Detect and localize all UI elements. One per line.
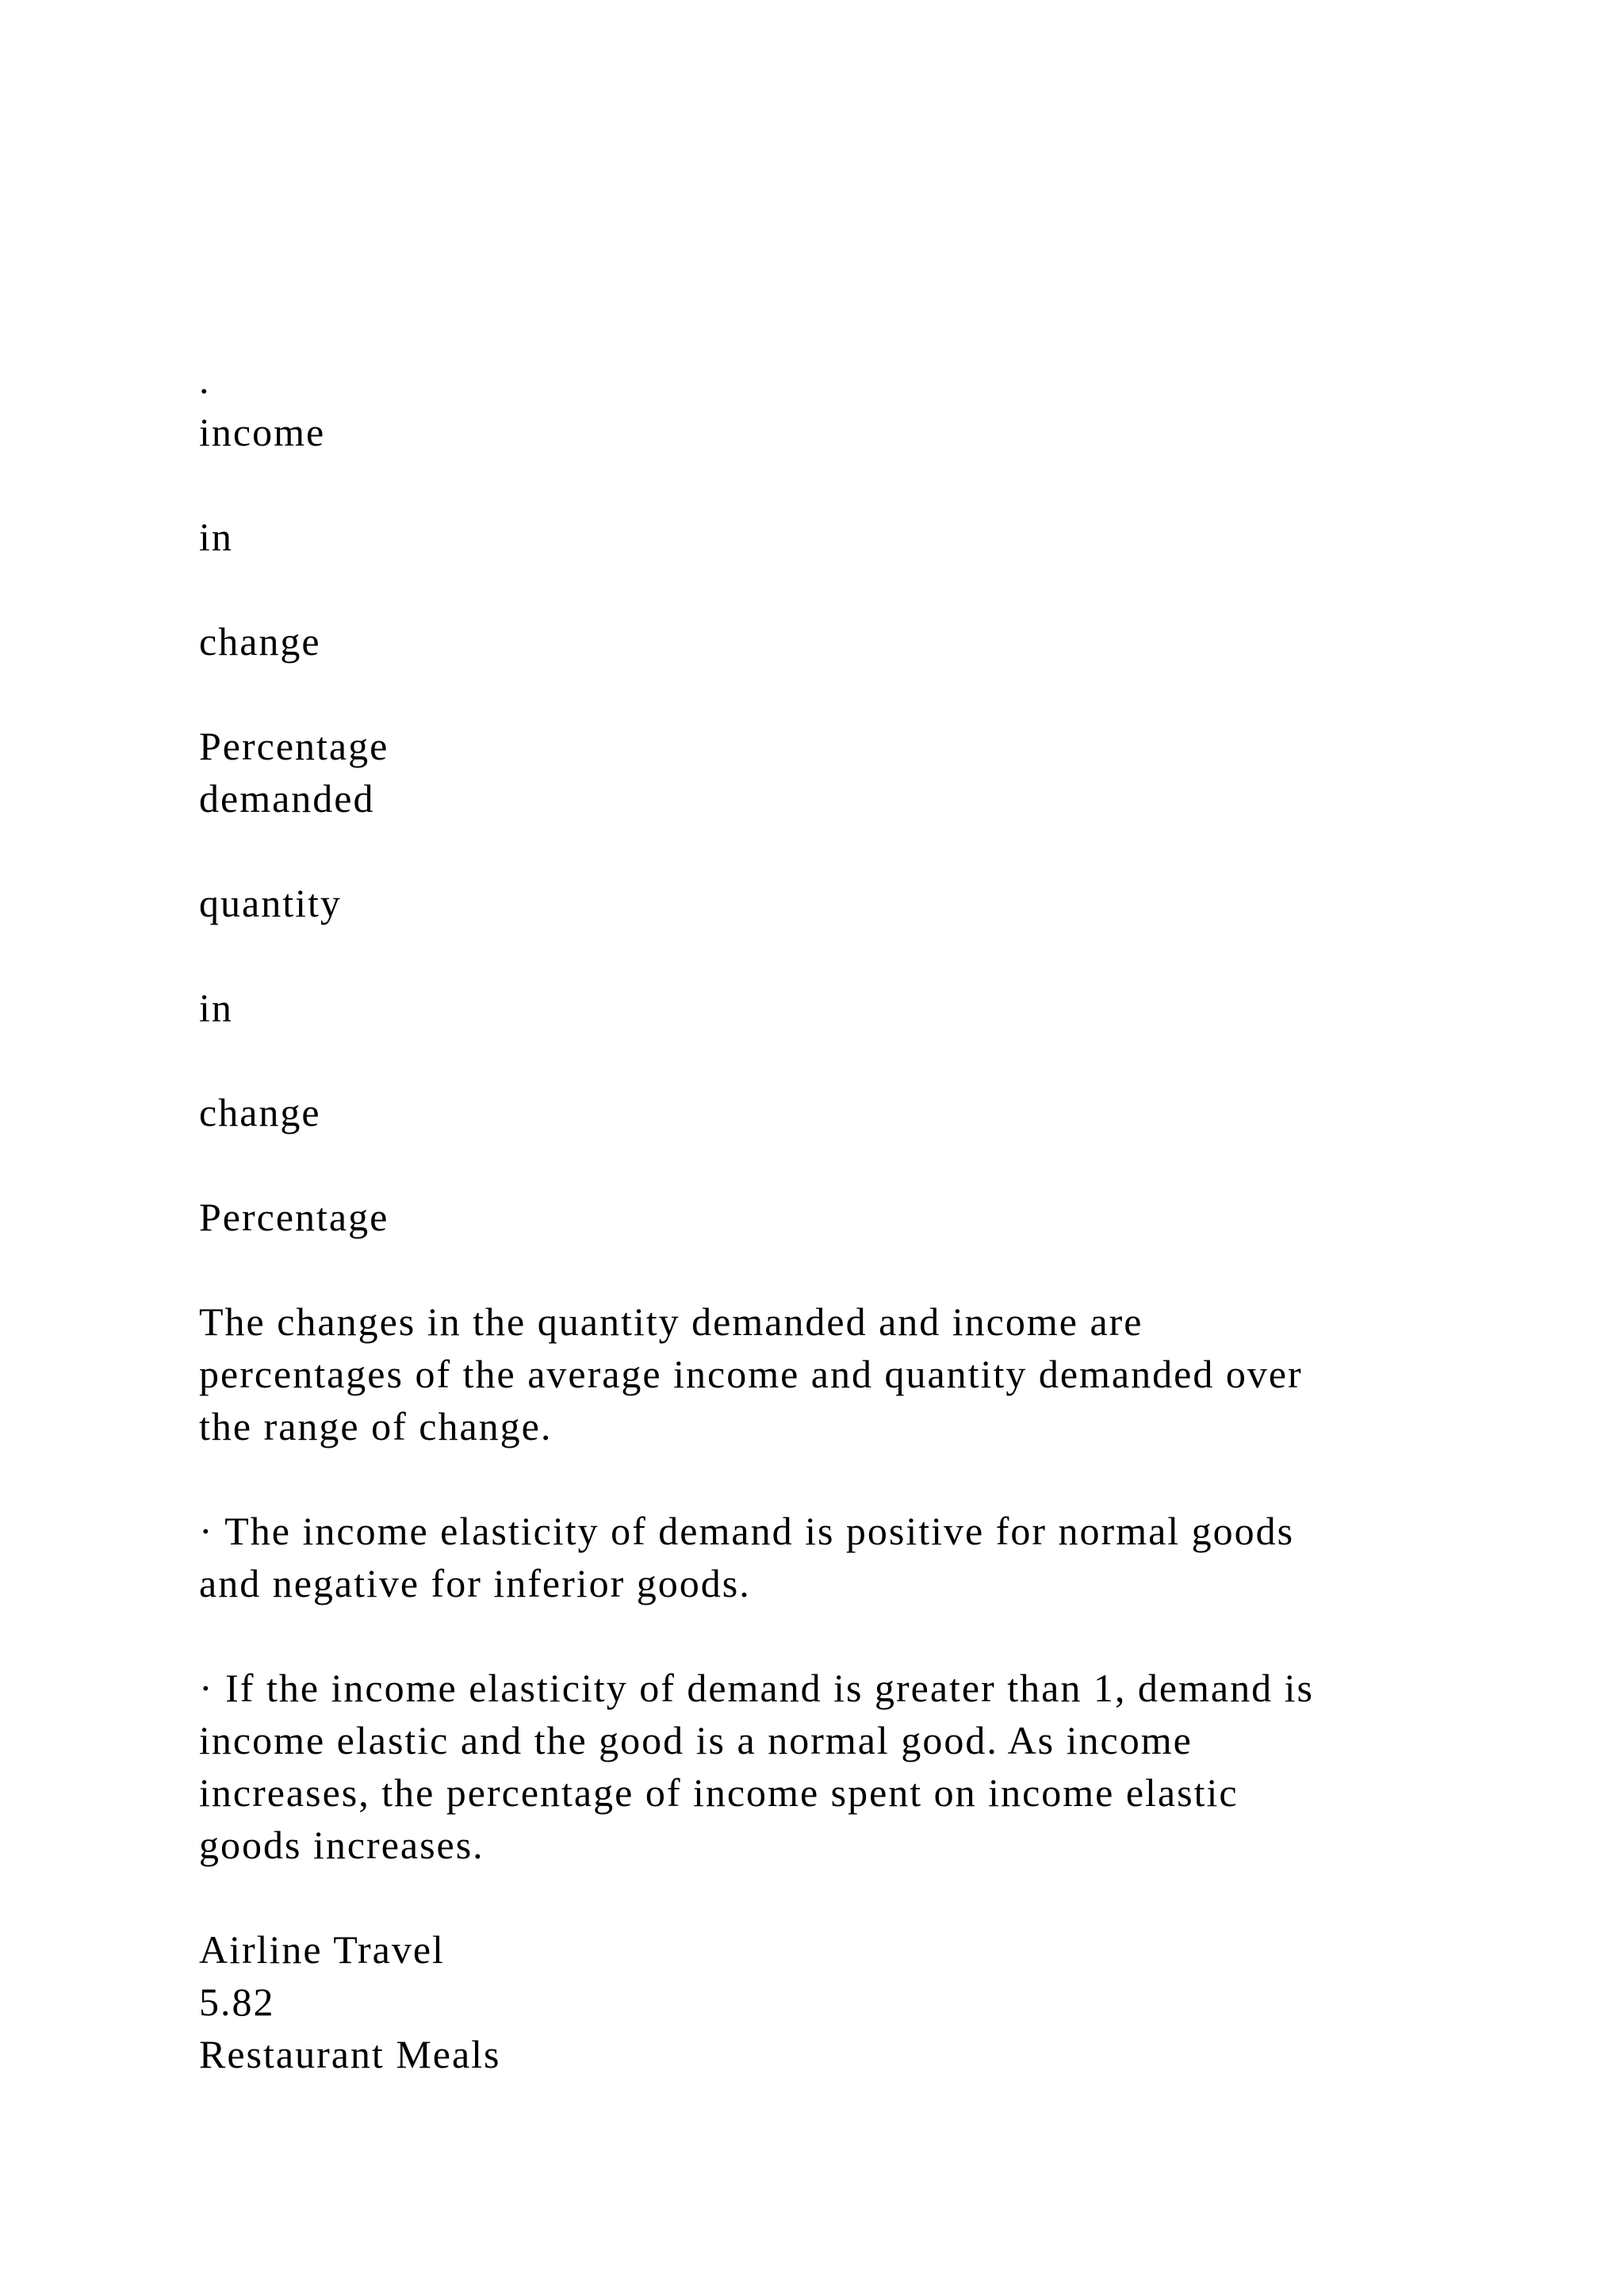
text-line: in xyxy=(199,515,233,559)
text-line: . xyxy=(199,358,211,402)
text-line: change xyxy=(199,619,321,664)
bullet-line: · If the income elasticity of demand is greater than 1, demand is xyxy=(199,1666,1314,1710)
bullet-line: goods increases. xyxy=(199,1823,485,1867)
text-line: Percentage xyxy=(199,724,389,768)
bullet-line: income elastic and the good is a normal good. As income xyxy=(199,1718,1193,1762)
text-line: demanded xyxy=(199,776,375,821)
text-line: income xyxy=(199,410,326,454)
text-line: 5.82 xyxy=(199,1980,275,2024)
paragraph-line: the range of change. xyxy=(199,1404,553,1448)
bullet-line: increases, the percentage of income spent on income elastic xyxy=(199,1770,1239,1815)
text-line: quantity xyxy=(199,881,342,925)
text-line: in xyxy=(199,985,233,1030)
text-line: change xyxy=(199,1090,321,1135)
paragraph-line: The changes in the quantity demanded and income are xyxy=(199,1299,1143,1344)
bullet-line: · The income elasticity of demand is positive for normal goods xyxy=(199,1509,1295,1553)
paragraph-line: percentages of the average income and quantity demanded over xyxy=(199,1352,1303,1396)
bullet-line: and negative for inferior goods. xyxy=(199,1561,751,1605)
text-line: Percentage xyxy=(199,1195,389,1239)
text-line: Restaurant Meals xyxy=(199,2032,501,2076)
text-line: Airline Travel xyxy=(199,1927,445,1972)
